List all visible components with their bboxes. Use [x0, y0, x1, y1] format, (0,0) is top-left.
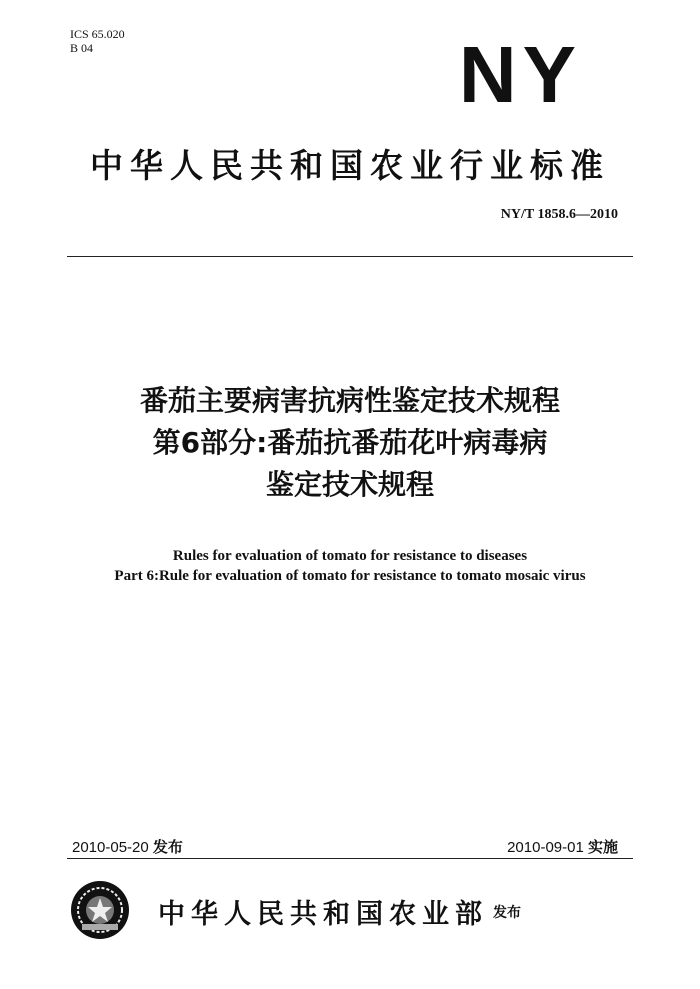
- classification-block: [70, 27, 125, 55]
- chinese-title-line-2: 第6部分:番茄抗番茄花叶病毒病: [152, 426, 548, 459]
- top-divider: [67, 256, 633, 257]
- ny-logo: NY: [458, 30, 582, 119]
- chinese-title-line-1: 番茄主要病害抗病性鉴定技术规程: [139, 384, 560, 417]
- chinese-title: [0, 380, 700, 506]
- effective-label: 实施: [587, 839, 618, 856]
- english-title: [0, 546, 700, 586]
- english-title-line-2: Part 6:Rule for evaluation of tomato for resistance to tomato mosaic virus: [114, 568, 586, 584]
- standard-code: NY/T 1858.6—2010: [500, 207, 618, 222]
- release-date-value: 2010-05-20: [72, 839, 149, 856]
- release-label: 发布: [152, 839, 183, 856]
- issuer-name: 中华人民共和国农业部: [158, 899, 488, 930]
- issuer-suffix: 发布: [493, 905, 521, 921]
- category-code: B 04: [70, 41, 94, 55]
- english-title-line-1: Rules for evaluation of tomato for resistance to diseases: [172, 548, 528, 564]
- ministry-seal-icon: [70, 880, 130, 940]
- effective-date: [507, 836, 618, 857]
- release-date: [72, 836, 183, 857]
- effective-date-value: 2010-09-01: [507, 839, 584, 856]
- bottom-divider: [67, 858, 633, 859]
- header-title: 中华人民共和国农业行业标准: [90, 146, 610, 185]
- ics-code: ICS 65.020: [70, 27, 125, 41]
- chinese-title-line-3: 鉴定技术规程: [265, 468, 434, 501]
